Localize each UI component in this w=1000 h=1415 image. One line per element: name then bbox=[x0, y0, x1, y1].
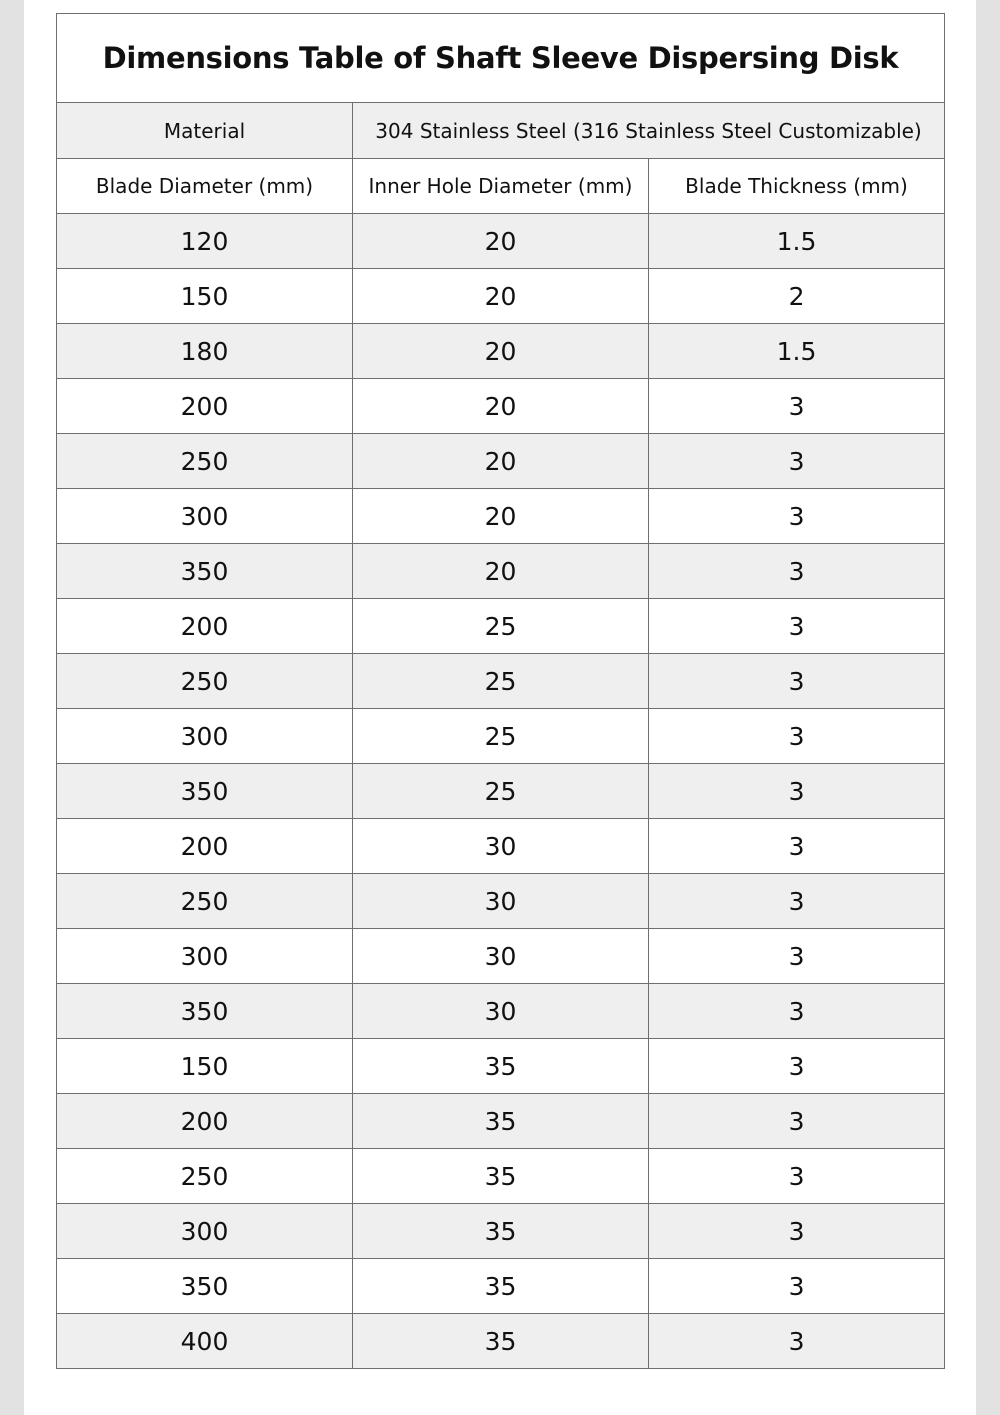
blade-thickness-cell: 3 bbox=[649, 1149, 945, 1204]
inner-hole-diameter-cell: 25 bbox=[353, 654, 649, 709]
dimensions-table bbox=[56, 13, 945, 1369]
inner-hole-diameter-cell: 20 bbox=[353, 324, 649, 379]
table-row bbox=[57, 1204, 945, 1259]
inner-hole-diameter-cell: 30 bbox=[353, 819, 649, 874]
blade-thickness-cell: 2 bbox=[649, 269, 945, 324]
blade-diameter-cell: 350 bbox=[57, 764, 353, 819]
blade-diameter-cell: 300 bbox=[57, 929, 353, 984]
inner-hole-diameter-cell: 35 bbox=[353, 1259, 649, 1314]
material-value: 304 Stainless Steel (316 Stainless Steel Customizable) bbox=[353, 103, 945, 159]
table-row bbox=[57, 984, 945, 1039]
table-row bbox=[57, 874, 945, 929]
inner-hole-diameter-cell: 35 bbox=[353, 1039, 649, 1094]
inner-hole-diameter-cell: 20 bbox=[353, 434, 649, 489]
table-row bbox=[57, 1094, 945, 1149]
column-header-inner-hole-diameter: Inner Hole Diameter (mm) bbox=[353, 159, 649, 214]
blade-thickness-cell: 3 bbox=[649, 654, 945, 709]
blade-diameter-cell: 250 bbox=[57, 434, 353, 489]
table-row bbox=[57, 1039, 945, 1094]
table-row bbox=[57, 1314, 945, 1369]
material-label: Material bbox=[57, 103, 353, 159]
table-row bbox=[57, 709, 945, 764]
table-row bbox=[57, 1259, 945, 1314]
inner-hole-diameter-cell: 20 bbox=[353, 489, 649, 544]
blade-diameter-cell: 200 bbox=[57, 599, 353, 654]
blade-diameter-cell: 150 bbox=[57, 1039, 353, 1094]
inner-hole-diameter-cell: 35 bbox=[353, 1094, 649, 1149]
inner-hole-diameter-cell: 25 bbox=[353, 764, 649, 819]
table-row bbox=[57, 599, 945, 654]
inner-hole-diameter-cell: 30 bbox=[353, 874, 649, 929]
inner-hole-diameter-cell: 20 bbox=[353, 214, 649, 269]
blade-thickness-cell: 3 bbox=[649, 1039, 945, 1094]
blade-diameter-cell: 250 bbox=[57, 1149, 353, 1204]
blade-thickness-cell: 3 bbox=[649, 544, 945, 599]
blade-diameter-cell: 300 bbox=[57, 709, 353, 764]
blade-thickness-cell: 3 bbox=[649, 1094, 945, 1149]
blade-diameter-cell: 150 bbox=[57, 269, 353, 324]
blade-diameter-cell: 250 bbox=[57, 654, 353, 709]
table-row bbox=[57, 764, 945, 819]
blade-thickness-cell: 3 bbox=[649, 1259, 945, 1314]
blade-thickness-cell: 3 bbox=[649, 764, 945, 819]
blade-thickness-cell: 3 bbox=[649, 489, 945, 544]
blade-diameter-cell: 400 bbox=[57, 1314, 353, 1369]
blade-diameter-cell: 200 bbox=[57, 1094, 353, 1149]
column-header-blade-diameter: Blade Diameter (mm) bbox=[57, 159, 353, 214]
material-row bbox=[57, 103, 945, 159]
blade-thickness-cell: 1.5 bbox=[649, 324, 945, 379]
column-header-blade-thickness: Blade Thickness (mm) bbox=[649, 159, 945, 214]
blade-diameter-cell: 200 bbox=[57, 819, 353, 874]
blade-thickness-cell: 3 bbox=[649, 984, 945, 1039]
table-row bbox=[57, 929, 945, 984]
table-title: Dimensions Table of Shaft Sleeve Dispersing Disk bbox=[57, 14, 945, 103]
inner-hole-diameter-cell: 25 bbox=[353, 599, 649, 654]
blade-diameter-cell: 300 bbox=[57, 1204, 353, 1259]
blade-diameter-cell: 250 bbox=[57, 874, 353, 929]
inner-hole-diameter-cell: 20 bbox=[353, 269, 649, 324]
blade-thickness-cell: 1.5 bbox=[649, 214, 945, 269]
table-row bbox=[57, 819, 945, 874]
blade-thickness-cell: 3 bbox=[649, 1314, 945, 1369]
blade-diameter-cell: 350 bbox=[57, 984, 353, 1039]
table-row bbox=[57, 489, 945, 544]
inner-hole-diameter-cell: 30 bbox=[353, 984, 649, 1039]
table-row bbox=[57, 379, 945, 434]
blade-thickness-cell: 3 bbox=[649, 434, 945, 489]
table-row bbox=[57, 434, 945, 489]
blade-thickness-cell: 3 bbox=[649, 599, 945, 654]
blade-thickness-cell: 3 bbox=[649, 709, 945, 764]
inner-hole-diameter-cell: 30 bbox=[353, 929, 649, 984]
table-row bbox=[57, 1149, 945, 1204]
inner-hole-diameter-cell: 35 bbox=[353, 1149, 649, 1204]
blade-diameter-cell: 180 bbox=[57, 324, 353, 379]
table-row bbox=[57, 324, 945, 379]
blade-thickness-cell: 3 bbox=[649, 1204, 945, 1259]
column-header-row bbox=[57, 159, 945, 214]
blade-diameter-cell: 350 bbox=[57, 544, 353, 599]
blade-diameter-cell: 200 bbox=[57, 379, 353, 434]
table-row bbox=[57, 544, 945, 599]
inner-hole-diameter-cell: 20 bbox=[353, 379, 649, 434]
blade-diameter-cell: 300 bbox=[57, 489, 353, 544]
table-row bbox=[57, 214, 945, 269]
table-row bbox=[57, 269, 945, 324]
inner-hole-diameter-cell: 25 bbox=[353, 709, 649, 764]
inner-hole-diameter-cell: 35 bbox=[353, 1204, 649, 1259]
inner-hole-diameter-cell: 20 bbox=[353, 544, 649, 599]
blade-thickness-cell: 3 bbox=[649, 874, 945, 929]
blade-thickness-cell: 3 bbox=[649, 379, 945, 434]
blade-diameter-cell: 120 bbox=[57, 214, 353, 269]
table-row bbox=[57, 654, 945, 709]
blade-thickness-cell: 3 bbox=[649, 819, 945, 874]
blade-thickness-cell: 3 bbox=[649, 929, 945, 984]
blade-diameter-cell: 350 bbox=[57, 1259, 353, 1314]
inner-hole-diameter-cell: 35 bbox=[353, 1314, 649, 1369]
